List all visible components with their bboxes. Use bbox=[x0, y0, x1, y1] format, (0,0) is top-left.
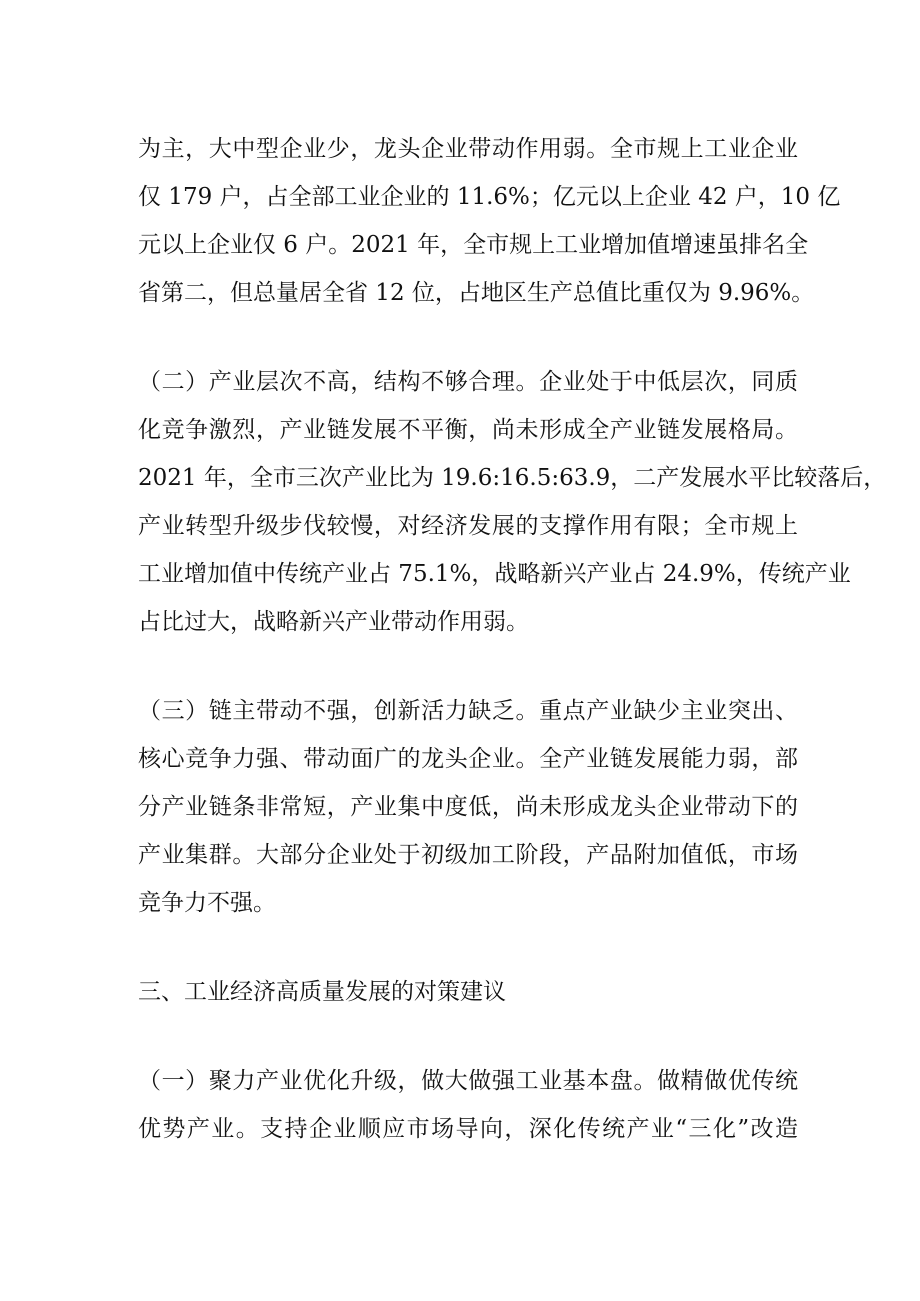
paragraph-2-line-2: 化竞争激烈，产业链发展不平衡，尚未形成全产业链发展格局。 bbox=[138, 417, 798, 443]
section-heading: 三、工业经济高质量发展的对策建议 bbox=[138, 979, 506, 1005]
paragraph-3-line-2: 核心竞争力强、带动面广的龙头企业。全产业链发展能力弱，部 bbox=[138, 746, 798, 772]
paragraph-2-line-3: 2021 年，全市三次产业比为 19.6:16.5:63.9，二产发展水平比较落后， bbox=[138, 465, 887, 491]
paragraph-1-line-2: 仅 179 户，占全部工业企业的 11.6%；亿元以上企业 42 户，10 亿 bbox=[138, 184, 841, 210]
paragraph-2-line-4: 产业转型升级步伐较慢，对经济发展的支撑作用有限；全市规上 bbox=[138, 513, 798, 539]
paragraph-4-line-1: （一）聚力产业优化升级，做大做强工业基本盘。做精做优传统 bbox=[138, 1068, 798, 1094]
paragraph-2-line-5: 工业增加值中传统产业占 75.1%，战略新兴产业占 24.9%，传统产业 bbox=[138, 561, 851, 587]
paragraph-3-line-3: 分产业链条非常短，产业集中度低，尚未形成龙头企业带动下的 bbox=[138, 794, 798, 820]
paragraph-2-line-1: （二）产业层次不高，结构不够合理。企业处于中低层次，同质 bbox=[138, 369, 798, 395]
paragraph-4-line-2: 优势产业。支持企业顺应市场导向，深化传统产业“三化”改造 bbox=[138, 1116, 798, 1142]
paragraph-1-line-4: 省第二，但总量居全省 12 位，占地区生产总值比重仅为 9.96%。 bbox=[138, 280, 815, 306]
paragraph-1-line-1: 为主，大中型企业少，龙头企业带动作用弱。全市规上工业企业 bbox=[138, 136, 798, 162]
paragraph-1-line-3: 元以上企业仅 6 户。2021 年，全市规上工业增加值增速虽排名全 bbox=[138, 232, 809, 258]
paragraph-3-line-5: 竞争力不强。 bbox=[138, 890, 276, 916]
paragraph-3-line-1: （三）链主带动不强，创新活力缺乏。重点产业缺少主业突出、 bbox=[138, 698, 798, 724]
paragraph-2-line-6: 占比过大，战略新兴产业带动作用弱。 bbox=[138, 609, 529, 635]
paragraph-3-line-4: 产业集群。大部分企业处于初级加工阶段，产品附加值低，市场 bbox=[138, 842, 798, 868]
